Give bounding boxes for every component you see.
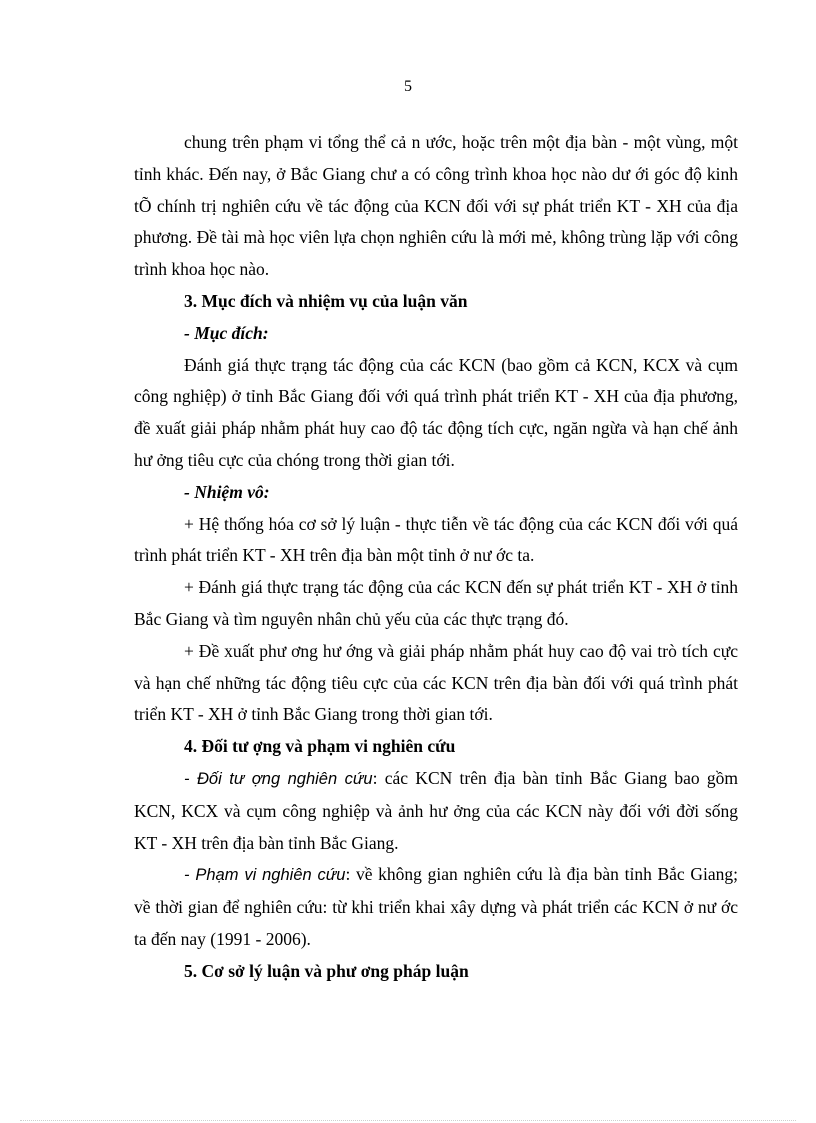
paragraph-scope [134,859,738,955]
page-number: 5 [404,78,412,95]
section-heading-3: 3. Mục đích và nhiệm vụ của luận văn [184,290,468,311]
paragraph-object [134,763,738,859]
section-heading-5: 5. Cơ sở lý luận và phư ơng pháp luận [184,960,469,981]
scope-term: - Phạm vi nghiên cứu [184,866,346,885]
document-body [134,127,738,988]
task-item-2: + Đánh giá thực trạng tác động của các KCN đến sự phát triển KT - XH ở tỉnh Bắc Giang và tìm nguyên nhân chủ yếu của các thực trạng đó. [134,577,738,629]
scope-text: : về không gian nghiên cứu là địa bàn tỉnh Bắc Giang; về thời gian để nghiên cứu: từ khi triển khai xây dựng và phát triển các KCN ở nư ớc ta đến nay (1991 - 2006). [134,864,738,949]
page-bottom-divider [20,1120,796,1121]
tasks-label: - Nhiệm vô: [184,481,270,502]
purpose-label: - Mục đích: [184,322,269,343]
section-heading-4: 4. Đối tư ợng và phạm vi nghiên cứu [184,736,456,757]
paragraph-purpose: Đánh giá thực trạng tác động của các KCN (bao gồm cả KCN, KCX và cụm công nghiệp) ở tỉnh Bắc Giang đối với quá trình phát triển KT - XH của địa phương, đề xuất giải pháp nhằm phát huy cao độ tác động tích cực, ngăn ngừa và hạn chế ảnh hư ởng tiêu cực của chóng trong thời gian tới. [134,354,738,470]
task-item-3: + Đề xuất phư ơng hư ớng và giải pháp nhằm phát huy cao độ vai trò tích cực và hạn chế những tác động tiêu cực của các KCN trên địa bàn đối với quá trình phát triển KT - XH ở tỉnh Bắc Giang trong thời gian tới. [134,640,738,725]
paragraph-intro: chung trên phạm vi tổng thể cả n ước, hoặc trên một địa bàn - một vùng, một tỉnh khác. Đến nay, ở Bắc Giang chư a có công trình khoa học nào dư ới góc độ kinh tÕ chính trị nghiên cứu về tác động của KCN đối với sự phát triển KT - XH của địa phương. Đề tài mà học viên lựa chọn nghiên cứu là mới mẻ, không trùng lặp với công trình khoa học nào. [134,132,738,280]
object-term: - Đối tư ợng nghiên cứu [184,769,373,788]
task-item-1: + Hệ thống hóa cơ sở lý luận - thực tiễn về tác động của các KCN đối với quá trình phát triển KT - XH trên địa bàn một tỉnh ở nư ớc ta. [134,513,738,566]
object-text: : các KCN trên địa bàn tỉnh Bắc Giang bao gồm KCN, KCX và cụm công nghiệp và ảnh hư ởng của các KCN này đối với đời sống KT - XH trên địa bàn tỉnh Bắc Giang. [134,767,739,853]
